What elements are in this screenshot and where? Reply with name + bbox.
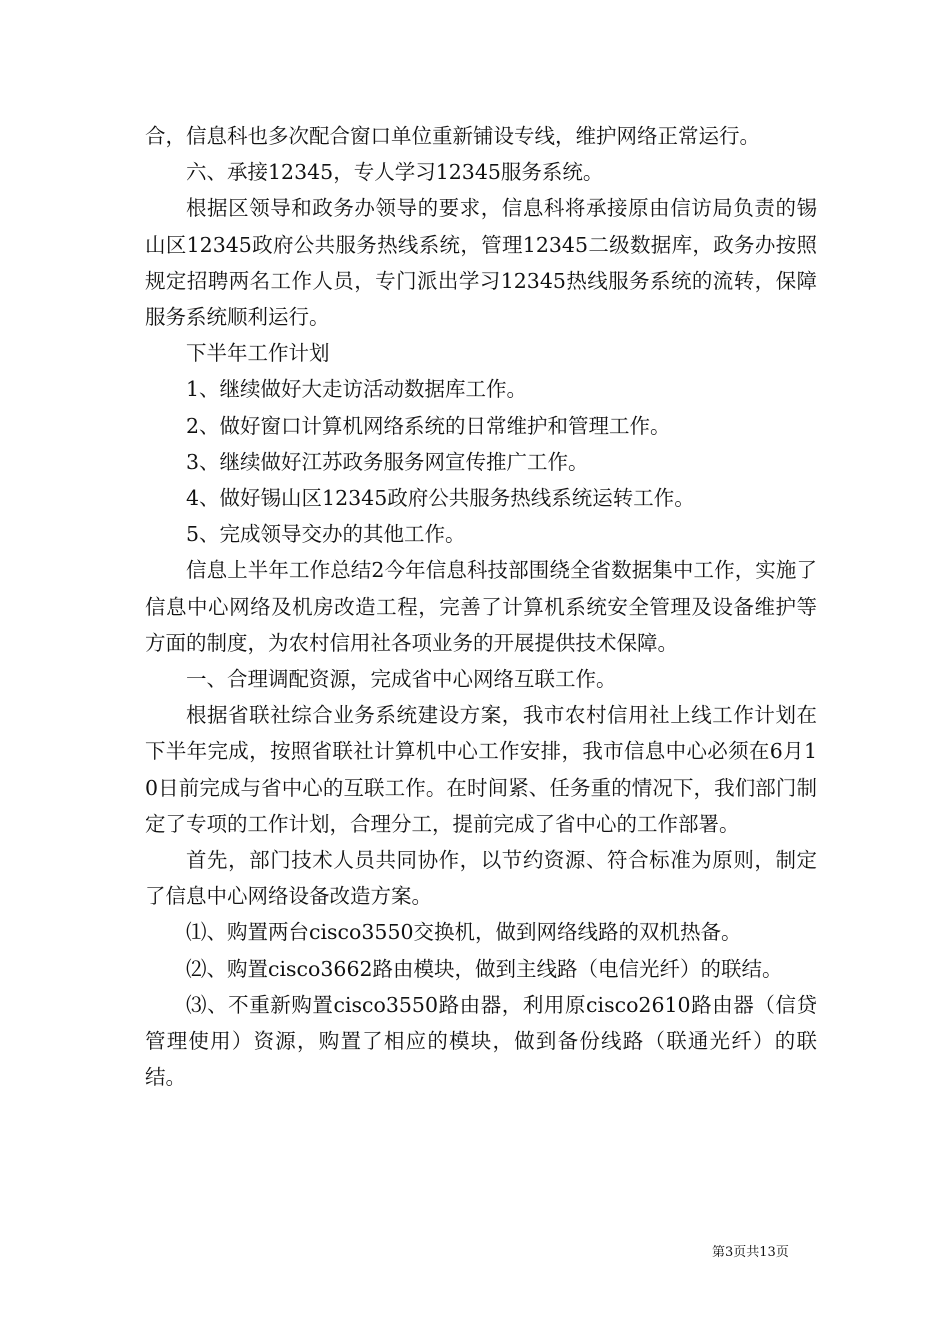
list-item: ⑵、购置cisco3662路由模块，做到主线路（电信光纤）的联结。 — [186, 956, 783, 981]
page-number: 第3页共13页 — [712, 1245, 789, 1260]
paragraph-heading-six: 六、承接12345，专人学习12345服务系统。 — [186, 160, 604, 185]
list-item: 3、继续做好江苏政务服务网宣传推广工作。 — [186, 449, 589, 474]
list-item: 4、做好锡山区12345政府公共服务热线系统运转工作。 — [186, 486, 695, 511]
list-item: ⑴、购置两台cisco3550交换机，做到网络线路的双机热备。 — [186, 920, 742, 945]
paragraph: 根据省联社综合业务系统建设方案，我市农村信用社上线工作计划在下半年完成，按照省联社计算机中心工作安排，我市信息中心必须在6月10日前完成与省中心的互联工作。在时间紧、任务重的情况下，我们部门制定了专项的工作计划，合理分工，提前完成了省中心的工作部署。 — [145, 703, 817, 836]
paragraph-heading-one: 一、合理调配资源，完成省中心网络互联工作。 — [186, 667, 617, 692]
paragraph-continuation: 合，信息科也多次配合窗口单位重新铺设专线，维护网络正常运行。 — [145, 124, 760, 148]
paragraph: 首先，部门技术人员共同协作，以节约资源、符合标准为原则，制定了信息中心网络设备改造方案。 — [145, 848, 817, 909]
list-item: ⑶、不重新购置cisco3550路由器，利用原cisco2610路由器（信贷管理使用）资源，购置了相应的模块，做到备份线路（联通光纤）的联结。 — [145, 992, 817, 1090]
paragraph: 信息上半年工作总结2今年信息科技部围绕全省数据集中工作，实施了信息中心网络及机房改造工程，完善了计算机系统安全管理及设备维护等方面的制度，为农村信用社各项业务的开展提供技术保障。 — [145, 558, 817, 655]
list-item: 1、继续做好大走访活动数据库工作。 — [186, 377, 528, 402]
paragraph-heading-plan: 下半年工作计划 — [186, 341, 330, 366]
list-item: 5、完成领导交办的其他工作。 — [186, 522, 466, 547]
document-body — [145, 118, 817, 1095]
list-item: 2、做好窗口计算机网络系统的日常维护和管理工作。 — [186, 413, 671, 438]
paragraph: 根据区领导和政务办领导的要求，信息科将承接原由信访局负责的锡山区12345政府公共服务热线系统，管理12345二级数据库，政务办按照规定招聘两名工作人员，专门派出学习12345热线服务系统的流转，保障服务系统顺利运行。 — [145, 196, 817, 330]
